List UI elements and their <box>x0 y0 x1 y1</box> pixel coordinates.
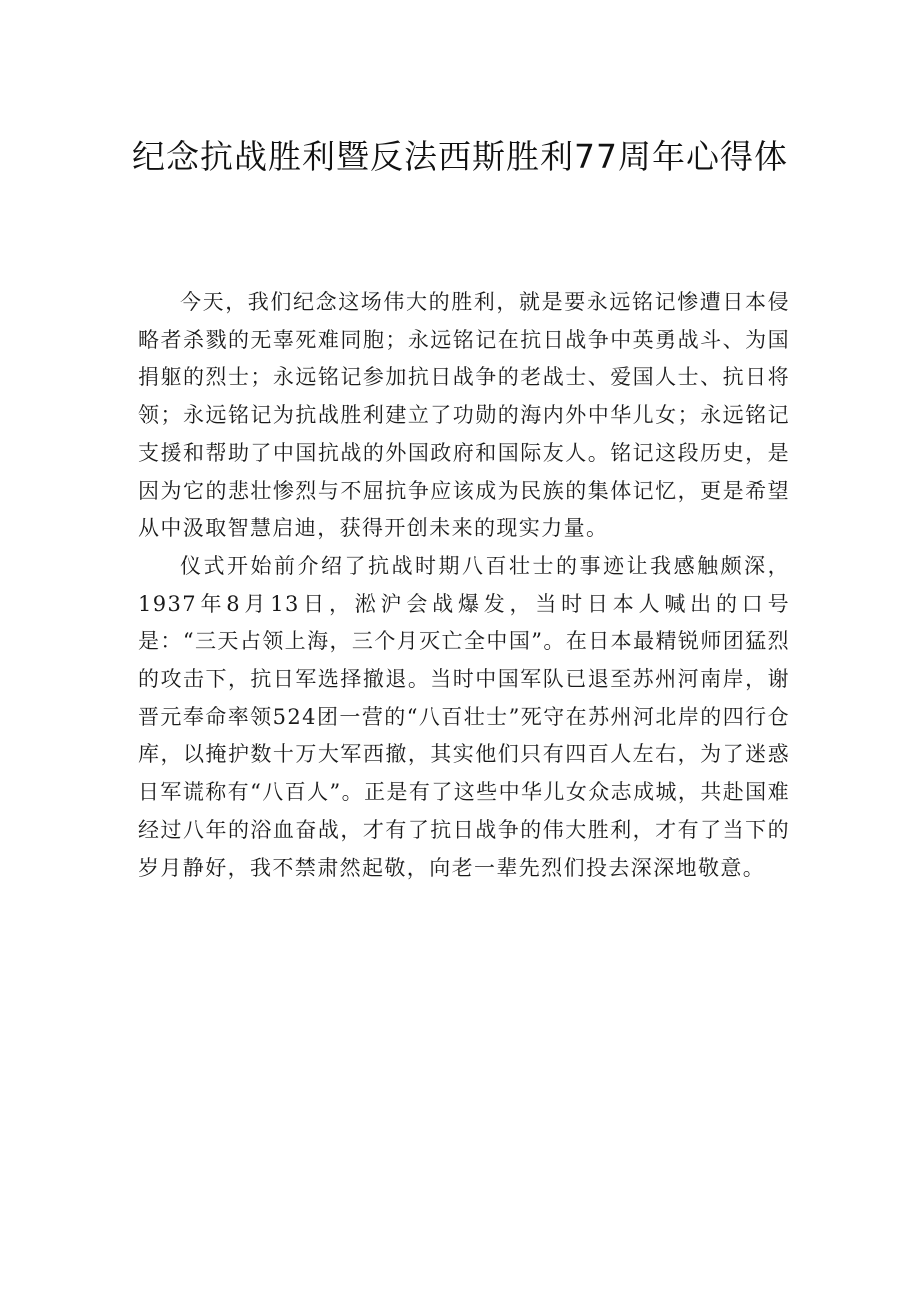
document-title: 纪念抗战胜利暨反法西斯胜利77周年心得体 <box>132 137 788 176</box>
paragraph-1: 今天，我们纪念这场伟大的胜利，就是要永远铭记惨遭日本侵略者杀戮的无辜死难同胞；永远铭记在抗日战争中英勇战斗、为国捐躯的烈士；永远铭记参加抗日战争的老战士、爱国人士、抗日将领；永远铭记为抗战胜利建立了功勋的海内外中华儿女；永远铭记支援和帮助了中国抗战的外国政府和国际友人。铭记这段历史，是因为它的悲壮惨烈与不屈抗争应该成为民族的集体记忆，更是希望从中汲取智慧启迪，获得开创未来的现实力量。 <box>138 290 790 541</box>
paragraph-2: 仪式开始前介绍了抗战时期八百壮士的事迹让我感触颇深，1937年8月13日，淞沪会战爆发，当时日本人喊出的口号是：“三天占领上海，三个月灭亡全中国”。在日本最精锐师团猛烈的攻击下，抗日军选择撤退。当时中国军队已退至苏州河南岸，谢晋元奉命率领524团一营的“八百壮士”死守在苏州河北岸的四行仓库，以掩护数十万大军西撤，其实他们只有四百人左右，为了迷惑日军谎称有“八百人”。正是有了这些中华儿女众志成城，共赴国难经过八年的浴血奋战，才有了抗日战争的伟大胜利，才有了当下的岁月静好，我不禁肃然起敬，向老一辈先烈们投去深深地敬意。 <box>138 553 790 880</box>
document-body <box>138 284 790 887</box>
